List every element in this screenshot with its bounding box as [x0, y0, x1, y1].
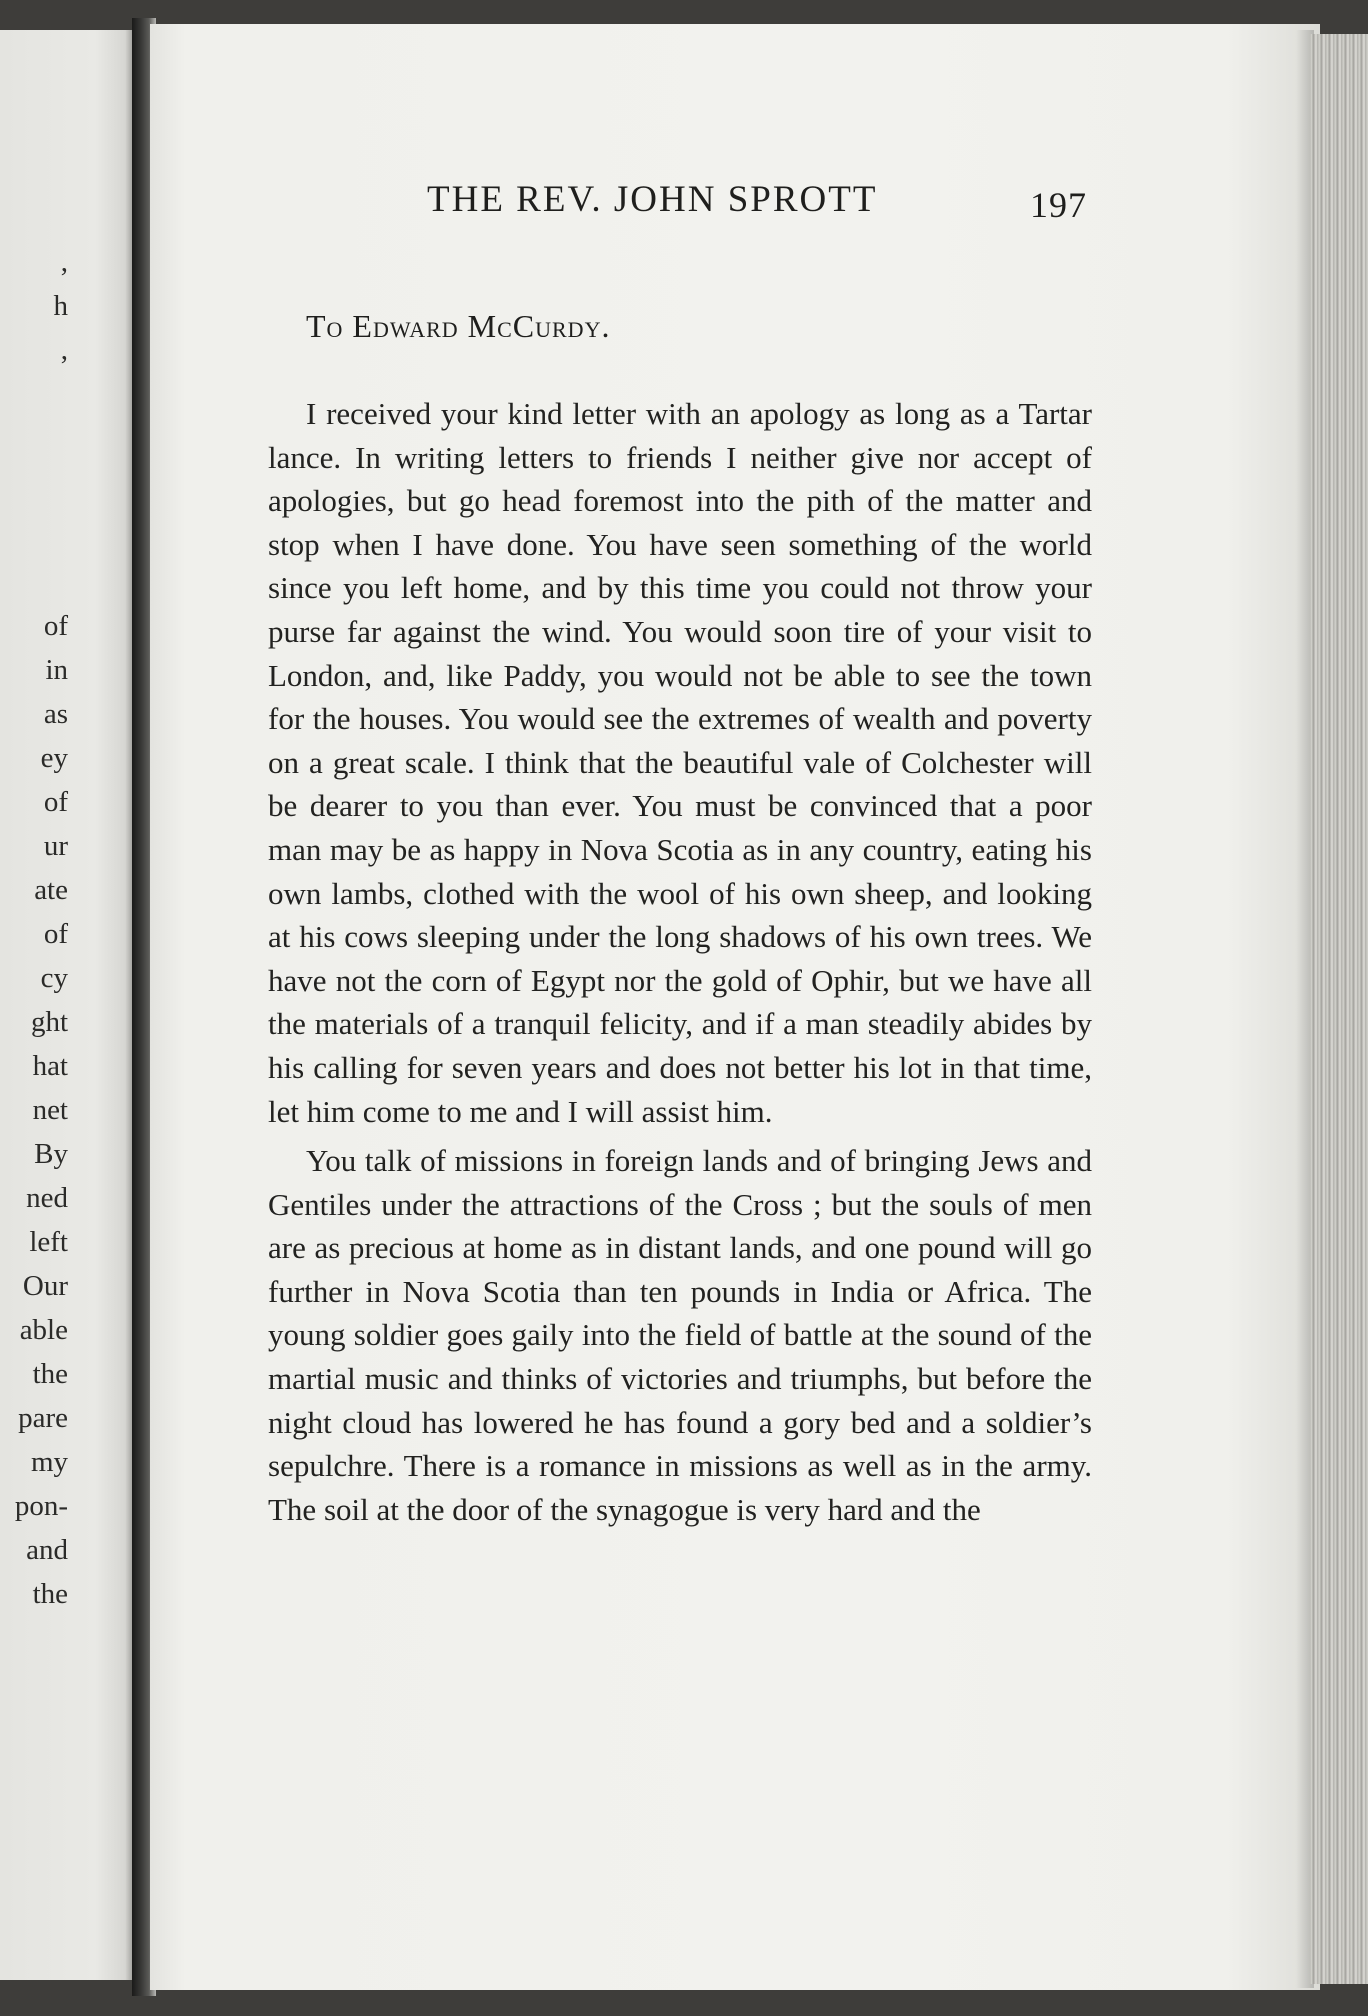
page-number: 197 — [1030, 185, 1087, 225]
left-fragment: of — [43, 786, 68, 818]
left-fragment: By — [34, 1138, 68, 1170]
salutation-text: To Edward McCurdy. — [306, 308, 611, 344]
left-fragment: the — [32, 1578, 68, 1610]
left-fragment: ned — [26, 1182, 68, 1214]
left-fragment: able — [19, 1314, 68, 1346]
left-fragment: ght — [30, 1006, 68, 1038]
left-fragment: hat — [32, 1050, 68, 1082]
left-fragment: ur — [43, 830, 68, 862]
letter-body — [268, 392, 1092, 1531]
left-fragment: Our — [22, 1270, 68, 1302]
left-fragment: as — [43, 698, 68, 730]
running-head: THE REV. JOHN SPROTT — [427, 179, 878, 220]
left-fragment: pon- — [14, 1490, 68, 1522]
left-fragment: h — [53, 290, 68, 322]
left-fragment: in — [45, 654, 68, 686]
left-fragment: ey — [40, 742, 68, 774]
left-fragment: left — [29, 1226, 68, 1258]
paragraph: You talk of missions in foreign lands and of bringing Jews and Gentiles under the attractions of the Cross ; but the souls of men are as precious at home as in distant lands, and one pound will go further in Nova Scotia than ten pounds in India or Africa. The young soldier goes gaily into the field of battle at the sound of the martial music and thinks of victories and triumphs, but before the night cloud has lowered he has found a gory bed and a soldier’s sepulchre. There is a romance in missions as well as in the army. The soil at the door of the synagogue is very hard and the — [268, 1143, 1092, 1527]
left-fragment: cy — [40, 962, 68, 994]
left-fragment: the — [32, 1358, 68, 1390]
left-fragment: ate — [34, 874, 68, 906]
left-fragment: of — [43, 918, 68, 950]
left-fragment: net — [32, 1094, 68, 1126]
left-facing-page — [0, 30, 136, 1980]
letter-salutation — [306, 308, 610, 345]
left-fragment: of — [43, 610, 68, 642]
paragraph: I received your kind letter with an apology as long as a Tartar lance. In writing letters to friends I neither give nor accept of apologies, but go head foremost into the pith of the matter and stop when I have done. You have seen something of the world since you left home, and by this time you could not throw your purse far against the wind. You would soon tire of your visit to London, and, like Paddy, you would not be able to see the town for the houses. You would see the extremes of wealth and poverty on a great scale. I think that the beautiful vale of Colchester will be dearer to you than ever. You must be convinced that a poor man may be as happy in Nova Scotia as in any country, eating his own lambs, clothed with the wool of his own sheep, and looking at his cows sleeping under the long shadows of his own trees. We have not the corn of Egypt nor the gold of Ophir, but we have all the materials of a tranquil felicity, and if a man steadily abides by his calling for seven years and does not better his lot in that time, let him come to me and I will assist him. — [268, 396, 1092, 1129]
left-fragment: pare — [18, 1402, 68, 1434]
left-fragment: my — [30, 1446, 68, 1478]
left-fragment: , — [60, 246, 68, 278]
left-fragment: , — [60, 334, 68, 366]
page-block-edge — [1310, 34, 1368, 1984]
left-fragment: and — [26, 1534, 68, 1566]
